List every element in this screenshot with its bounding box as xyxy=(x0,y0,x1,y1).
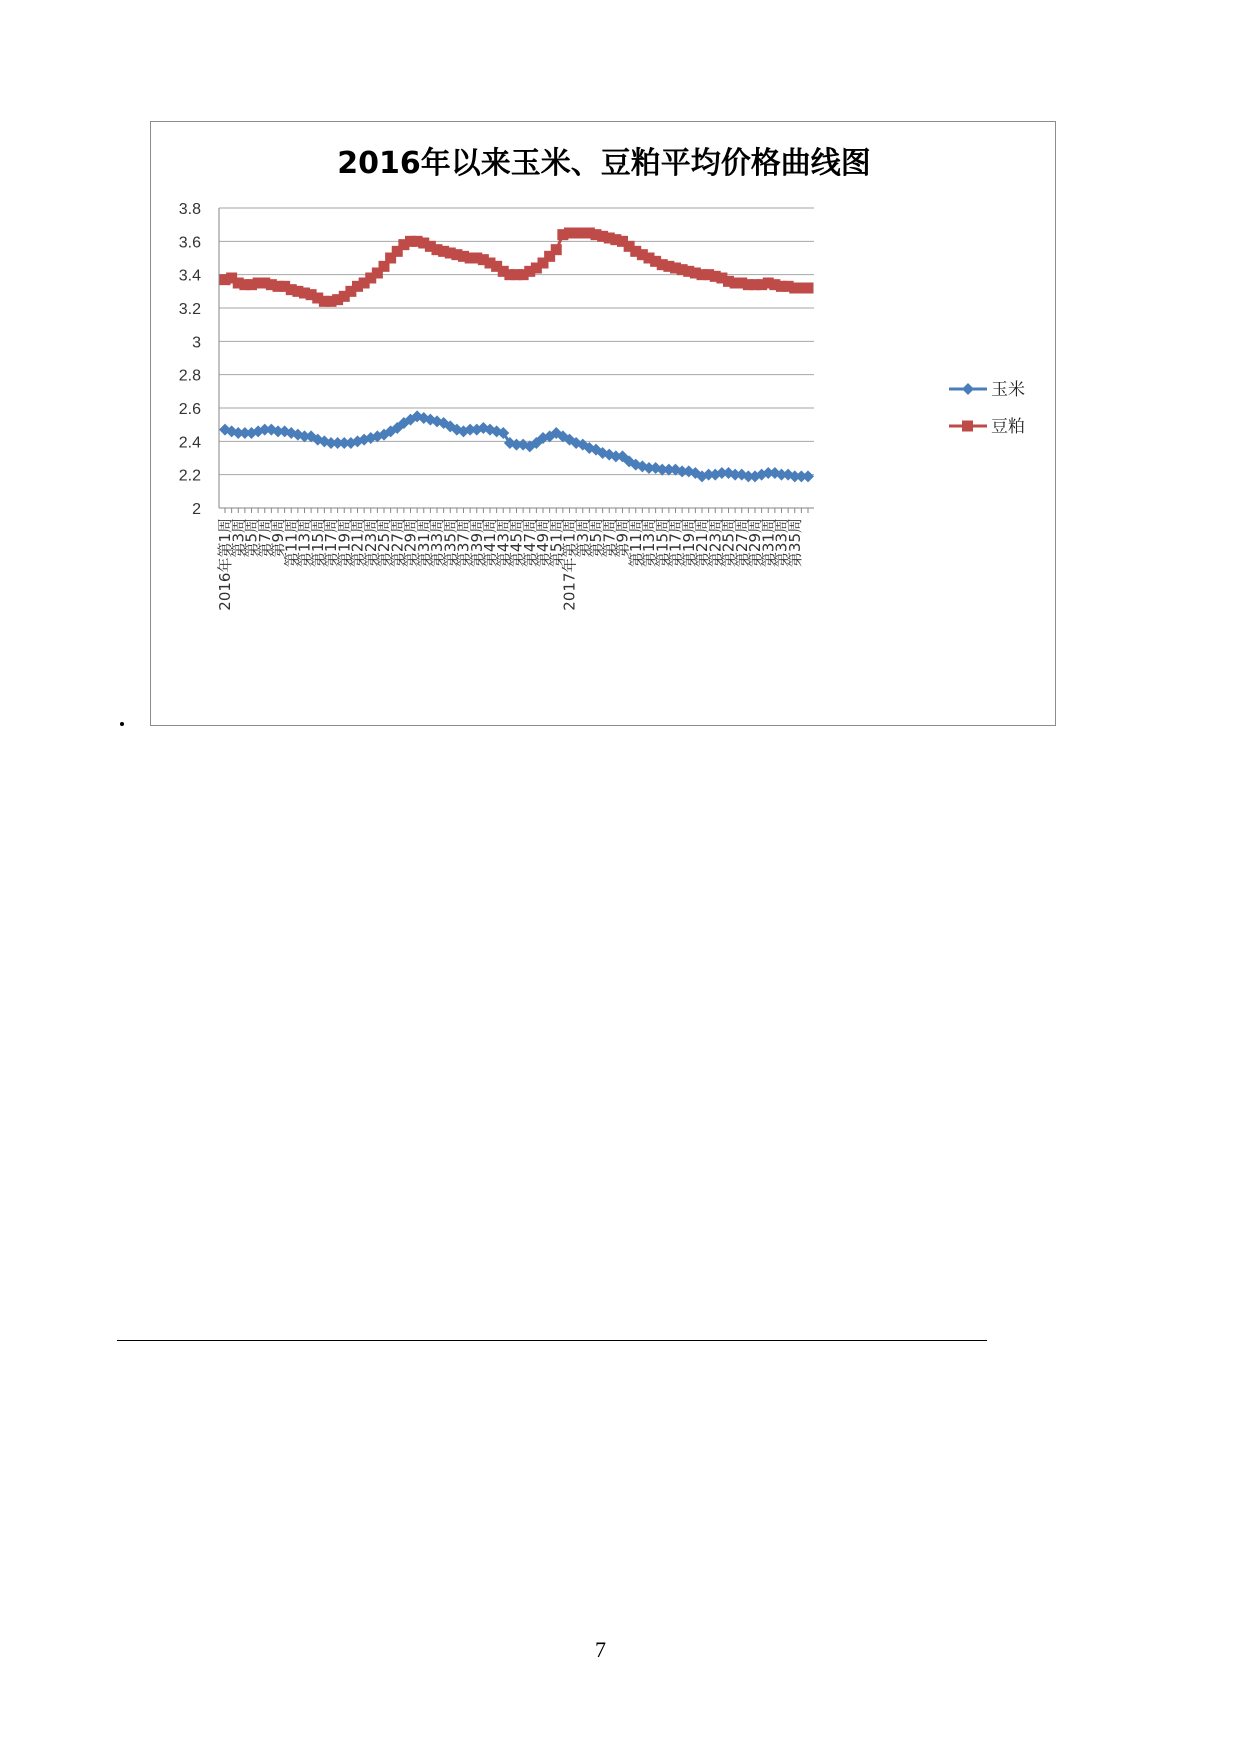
x-tick-label: 第51周 xyxy=(547,518,566,568)
price-line-chart xyxy=(151,122,1057,727)
x-tick-label: 第11周 xyxy=(282,518,301,568)
x-tick-label: 2016年第1周 xyxy=(216,518,234,611)
x-tick-label: 第31周 xyxy=(759,518,778,568)
legend-label: 玉米 xyxy=(991,380,1025,400)
x-tick-label: 第35周 xyxy=(441,518,460,568)
x-tick-label: 第25周 xyxy=(719,518,738,568)
y-tick-label: 3.4 xyxy=(178,267,201,285)
legend-item xyxy=(949,417,1025,437)
x-tick-label: 第37周 xyxy=(454,518,473,568)
page-number: 7 xyxy=(595,1637,606,1662)
y-tick-label: 3.6 xyxy=(178,234,201,252)
x-tick-label: 第13周 xyxy=(295,518,314,568)
x-tick-label: 第15周 xyxy=(653,518,672,568)
x-tick-label: 第33周 xyxy=(772,518,791,568)
series-soymeal xyxy=(220,228,814,307)
x-tick-label: 第17周 xyxy=(666,518,685,568)
x-tick-label: 第33周 xyxy=(428,518,446,568)
x-tick-label: 第11周 xyxy=(626,518,645,568)
y-tick-label: 3.2 xyxy=(178,301,201,318)
x-tick-label: 第7周 xyxy=(600,518,619,558)
x-tick-label: 第45周 xyxy=(507,518,526,568)
y-axis-tick-labels xyxy=(179,201,201,518)
x-tick-label: 第25周 xyxy=(375,518,393,568)
x-tick-label: 第35周 xyxy=(785,518,804,568)
x-tick-label: 第29周 xyxy=(401,518,420,568)
x-tick-label: 第9周 xyxy=(269,518,287,558)
footnote-separator-rule xyxy=(117,1340,987,1341)
x-tick-label: 第3周 xyxy=(573,518,592,558)
legend-item xyxy=(949,380,1025,400)
legend-label: 豆粕 xyxy=(991,417,1025,437)
x-tick-label: 第43周 xyxy=(494,518,513,568)
data-point-square xyxy=(803,283,814,294)
x-tick-label: 第15周 xyxy=(308,518,327,568)
x-tick-label: 第23周 xyxy=(361,518,380,568)
legend xyxy=(949,380,1025,437)
data-point-diamond xyxy=(802,470,814,482)
x-tick-label: 第27周 xyxy=(732,518,751,568)
x-tick-label: 第39周 xyxy=(467,518,486,568)
y-tick-label: 3.8 xyxy=(178,201,201,218)
x-tick-label: 第9周 xyxy=(613,518,632,558)
x-tick-label: 第17周 xyxy=(322,518,340,568)
y-tick-label: 2.2 xyxy=(178,467,201,485)
x-tick-label: 第19周 xyxy=(335,518,354,568)
x-tick-label: 第5周 xyxy=(587,518,605,558)
data-series xyxy=(219,228,814,483)
x-tick-label: 第5周 xyxy=(242,518,261,558)
y-tick-label: 2.6 xyxy=(178,401,201,418)
data-point-square xyxy=(551,244,562,255)
x-tick-label: 第19周 xyxy=(679,518,698,568)
x-tick-label: 第31周 xyxy=(414,518,433,568)
legend-swatch-diamond xyxy=(962,383,974,395)
series-corn xyxy=(219,410,814,482)
legend-swatch-square xyxy=(962,421,973,432)
chart-title: 2016年以来玉米、豆粕平均价格曲线图 xyxy=(337,146,871,181)
x-tick-label: 第3周 xyxy=(229,518,248,558)
x-tick-label: 第47周 xyxy=(520,518,539,568)
y-tick-label: 2.4 xyxy=(178,434,201,452)
y-tick-label: 2.8 xyxy=(178,367,201,385)
x-tick-label: 第21周 xyxy=(693,518,711,568)
chart-frame xyxy=(150,121,1056,726)
x-tick-label: 第41周 xyxy=(481,518,499,568)
x-tick-label: 第7周 xyxy=(255,518,274,558)
y-tick-label: 3 xyxy=(192,334,201,352)
x-tick-label: 第27周 xyxy=(388,518,407,568)
x-tick-label: 第29周 xyxy=(746,518,764,568)
y-tick-label: 2 xyxy=(192,501,201,518)
bullet-dot xyxy=(120,722,124,726)
x-tick-label: 第23周 xyxy=(706,518,725,568)
axes xyxy=(219,208,814,513)
x-tick-label: 第49周 xyxy=(534,518,552,568)
x-tick-label: 2017年第1周 xyxy=(560,518,579,611)
x-tick-label: 第21周 xyxy=(348,518,367,568)
x-axis-tick-labels xyxy=(216,518,804,611)
x-tick-label: 第13周 xyxy=(640,518,658,568)
